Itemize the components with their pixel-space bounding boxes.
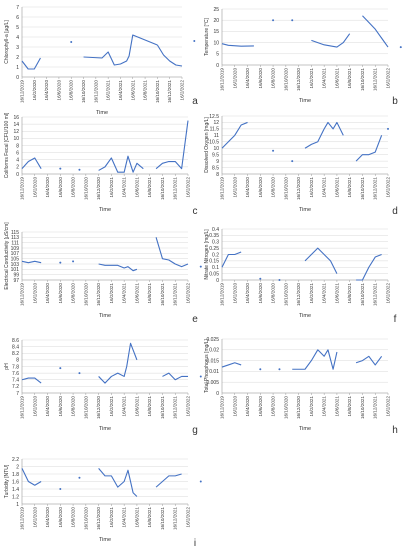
data-point <box>59 262 61 264</box>
y-tick-label: 12.5 <box>209 113 219 120</box>
y-tick-label: 1.4 <box>12 486 19 493</box>
x-axis-title: Time <box>298 313 312 319</box>
x-tick-label: 16/12/2019 <box>219 177 225 200</box>
data-point <box>278 368 280 370</box>
x-tick-label: 16/4/2021 <box>321 68 327 89</box>
x-tick-label: 16/12/2020 <box>96 396 102 419</box>
x-tick-label: 16/6/2020 <box>257 68 263 89</box>
panel-letter: a <box>192 96 198 107</box>
x-tick-label: 16/2/2022 <box>185 177 191 198</box>
x-tick-label: 16/4/2021 <box>321 283 327 304</box>
y-tick-label: 2 <box>16 164 19 171</box>
x-tick-label: 16/4/2021 <box>121 283 127 304</box>
x-tick-label: 16/2/2021 <box>308 177 314 198</box>
y-tick-label: 8 <box>216 171 219 178</box>
x-tick-label: 16/6/2021 <box>134 507 140 528</box>
data-point <box>200 481 202 483</box>
y-tick-label: 115 <box>11 229 19 236</box>
x-tick-label: 16/4/2021 <box>121 177 127 198</box>
y-tick-label: 0 <box>216 277 219 284</box>
x-tick-label: 16/6/2021 <box>334 68 340 89</box>
x-axis-title: Time <box>98 426 112 432</box>
x-tick-label: 16/2/2021 <box>308 283 314 304</box>
x-tick-label: 16/8/2020 <box>70 507 76 528</box>
x-tick-label: 16/12/2020 <box>93 80 99 103</box>
y-axis-title: Dissolved Oxygen [mg/L] <box>204 117 210 173</box>
data-point <box>59 488 61 490</box>
x-tick-label: 16/2/2022 <box>185 507 191 528</box>
x-axis-title: Time <box>298 207 312 213</box>
data-point <box>259 278 261 280</box>
y-tick-label: 97 <box>13 277 19 284</box>
y-axis-title: Electrical Conductivity [µS/cm] <box>4 222 10 290</box>
x-axis-title: Time <box>298 426 312 432</box>
y-tick-label: 8.6 <box>12 337 19 344</box>
x-tick-label: 16/10/2020 <box>283 283 289 306</box>
panel-letter: h <box>392 425 398 436</box>
x-tick-label: 16/8/2021 <box>347 177 353 198</box>
series-line-segment <box>22 378 41 383</box>
y-tick-label: 9 <box>216 158 219 165</box>
x-tick-label: 16/2/2022 <box>385 396 391 417</box>
data-point <box>291 19 293 21</box>
data-point <box>193 40 195 42</box>
y-tick-label: 4 <box>16 157 19 164</box>
chart-panel-b <box>204 7 402 107</box>
x-tick-label: 16/8/2021 <box>147 283 153 304</box>
x-tick-label: 16/12/2020 <box>96 283 102 306</box>
y-tick-label: 7.4 <box>12 377 19 384</box>
x-tick-label: 16/2/2020 <box>232 177 238 198</box>
series-line-segment <box>222 363 241 367</box>
y-tick-label: 7 <box>16 390 19 397</box>
y-tick-label: 8.5 <box>212 165 219 172</box>
x-tick-label: 16/4/2020 <box>245 396 251 417</box>
y-tick-label: 0.3 <box>212 239 219 246</box>
chart-panel-c <box>4 112 198 217</box>
x-tick-label: 16/8/2021 <box>347 68 353 89</box>
x-tick-label: 16/10/2021 <box>159 177 165 200</box>
y-tick-label: 0 <box>216 390 219 397</box>
series-line-segment <box>22 58 40 69</box>
y-tick-label: 7.2 <box>12 384 19 391</box>
x-tick-label: 16/10/2020 <box>283 396 289 419</box>
x-tick-label: 16/12/2020 <box>296 177 302 200</box>
x-tick-label: 16/4/2021 <box>321 177 327 198</box>
y-tick-label: 2 <box>16 54 19 61</box>
x-tick-label: 16/8/2021 <box>147 396 153 417</box>
x-tick-label: 16/4/2021 <box>121 507 127 528</box>
x-tick-label: 16/12/2021 <box>172 396 178 419</box>
series-line-segment <box>222 44 254 46</box>
panel-letter: c <box>192 206 198 217</box>
x-tick-label: 16/2/2022 <box>179 80 185 101</box>
x-tick-label: 16/2/2020 <box>232 68 238 89</box>
y-tick-label: 8.2 <box>12 351 19 358</box>
x-tick-label: 16/6/2020 <box>57 507 63 528</box>
x-tick-label: 16/12/2021 <box>372 177 378 200</box>
y-axis-title: Temperature [°C] <box>204 18 210 56</box>
y-tick-label: 6 <box>16 150 19 157</box>
x-axis-title: Time <box>98 537 112 543</box>
x-tick-label: 16/8/2021 <box>347 396 353 417</box>
series-line-segment <box>84 35 158 65</box>
chart-panel-g <box>4 338 202 436</box>
data-point <box>278 279 280 281</box>
series-line-segment <box>156 121 188 169</box>
data-point <box>400 46 402 48</box>
y-axis-title: pH <box>4 363 10 370</box>
chart-panel-a <box>4 5 198 116</box>
x-tick-label: 16/10/2021 <box>359 396 365 419</box>
x-tick-label: 16/6/2021 <box>134 283 140 304</box>
x-tick-label: 16/12/2019 <box>19 80 25 103</box>
x-tick-label: 16/6/2020 <box>57 396 63 417</box>
x-tick-label: 16/12/2020 <box>96 177 102 200</box>
x-tick-label: 16/6/2020 <box>257 177 263 198</box>
series-line-segment <box>99 264 137 271</box>
x-tick-label: 16/6/2021 <box>134 177 140 198</box>
x-tick-label: 16/4/2020 <box>45 396 51 417</box>
y-tick-label: 0.1 <box>212 265 219 272</box>
y-tick-label: 1.2 <box>12 494 19 501</box>
y-tick-label: 113 <box>11 235 19 242</box>
x-tick-label: 16/12/2021 <box>172 507 178 530</box>
x-tick-label: 16/10/2020 <box>83 507 89 530</box>
y-tick-label: 12 <box>13 129 19 136</box>
chart-panel-e <box>4 222 202 325</box>
y-tick-label: 107 <box>10 251 19 258</box>
panel-letter: i <box>193 538 197 549</box>
x-tick-label: 16/10/2021 <box>154 80 160 103</box>
y-tick-label: 20 <box>213 18 219 24</box>
y-axis-title: Nitrate Nitrogen [mg/L] <box>204 229 210 280</box>
x-tick-label: 16/2/2020 <box>232 396 238 417</box>
panel-letter: d <box>392 206 398 217</box>
x-tick-label: 16/4/2020 <box>45 283 51 304</box>
y-tick-label: 1.8 <box>12 471 19 478</box>
x-tick-label: 16/8/2021 <box>147 177 153 198</box>
data-point <box>259 368 261 370</box>
y-tick-label: 99 <box>13 272 19 279</box>
x-tick-label: 16/12/2019 <box>219 283 225 306</box>
x-tick-label: 16/2/2021 <box>108 283 114 304</box>
y-tick-label: 4 <box>16 34 19 41</box>
x-tick-label: 16/2/2021 <box>108 396 114 417</box>
y-tick-label: 109 <box>10 245 19 252</box>
chart-panel-i <box>4 457 202 549</box>
chart-panel-h <box>204 337 398 436</box>
x-tick-label: 16/6/2021 <box>134 396 140 417</box>
y-tick-label: 0.15 <box>209 258 219 265</box>
chart-panel-f <box>204 227 397 325</box>
x-tick-label: 16/12/2019 <box>19 177 25 200</box>
x-tick-label: 16/12/2019 <box>219 68 225 91</box>
x-tick-label: 16/12/2019 <box>219 396 225 419</box>
x-tick-label: 16/4/2021 <box>121 396 127 417</box>
y-tick-label: 0.025 <box>206 336 219 343</box>
x-tick-label: 16/12/2019 <box>19 396 25 419</box>
y-tick-label: 9.5 <box>212 152 219 159</box>
x-tick-label: 16/4/2020 <box>245 176 251 198</box>
x-tick-label: 16/8/2020 <box>70 283 76 304</box>
y-tick-label: 7 <box>16 4 19 11</box>
x-tick-label: 16/2/2020 <box>32 177 38 198</box>
y-tick-label: 16 <box>13 114 19 121</box>
y-tick-label: 5 <box>216 51 219 58</box>
x-tick-label: 16/6/2021 <box>334 283 340 304</box>
y-axis-title: Total Phosphorus [mg/L] <box>204 339 210 393</box>
x-tick-label: 16/12/2019 <box>19 283 25 306</box>
x-tick-label: 16/2/2020 <box>31 80 37 101</box>
series-line-segment <box>22 261 41 262</box>
y-tick-label: 0.02 <box>209 347 219 354</box>
series-line-segment <box>311 34 349 47</box>
x-tick-label: 16/10/2021 <box>359 68 365 91</box>
series-line-segment <box>222 252 241 267</box>
x-tick-label: 16/2/2020 <box>32 507 38 528</box>
y-tick-label: 12 <box>213 120 219 127</box>
data-point <box>200 266 202 268</box>
x-tick-label: 16/10/2020 <box>283 68 289 91</box>
panel-letter: f <box>393 314 397 325</box>
y-tick-label: 0.015 <box>206 358 219 365</box>
series-line-segment <box>22 468 41 485</box>
y-tick-label: 1.6 <box>12 479 19 486</box>
x-tick-label: 16/2/2022 <box>385 68 391 89</box>
x-tick-label: 16/2/2021 <box>105 79 111 101</box>
x-tick-label: 16/6/2020 <box>57 283 63 304</box>
x-axis-title: Time <box>298 98 312 104</box>
y-tick-label: 8 <box>16 143 19 150</box>
chart-panel-d <box>204 114 398 217</box>
y-tick-label: 101 <box>10 267 19 274</box>
x-tick-label: 16/4/2021 <box>321 396 327 417</box>
y-tick-label: 10.5 <box>209 139 219 146</box>
x-tick-label: 16/10/2020 <box>81 80 87 103</box>
y-tick-label: 0 <box>16 171 19 178</box>
x-tick-label: 16/12/2021 <box>372 283 378 306</box>
x-tick-label: 16/8/2020 <box>270 68 276 89</box>
y-tick-label: 5 <box>16 24 19 31</box>
y-tick-label: 8.4 <box>12 344 19 351</box>
x-tick-label: 16/6/2020 <box>56 80 62 101</box>
y-tick-label: 2 <box>16 464 19 471</box>
panel-letter: b <box>392 96 398 107</box>
x-tick-label: 16/2/2020 <box>232 283 238 304</box>
x-tick-label: 16/12/2021 <box>372 68 378 91</box>
y-tick-label: 105 <box>10 256 19 263</box>
x-tick-label: 16/12/2021 <box>372 396 378 419</box>
x-tick-label: 16/10/2021 <box>159 396 165 419</box>
y-tick-label: 10 <box>13 136 19 143</box>
x-tick-label: 16/8/2021 <box>347 283 353 304</box>
y-tick-label: 7.6 <box>12 370 19 377</box>
y-tick-label: 0.2 <box>212 252 219 259</box>
y-tick-label: 0.01 <box>209 369 219 376</box>
x-tick-label: 16/8/2020 <box>70 177 76 198</box>
x-tick-label: 16/6/2020 <box>257 283 263 304</box>
x-tick-label: 16/12/2019 <box>19 507 25 530</box>
y-axis-title: Chlorophyll-a [µg/L] <box>4 20 10 64</box>
data-point <box>72 260 74 262</box>
data-point <box>78 169 80 171</box>
x-tick-label: 16/12/2021 <box>172 283 178 306</box>
x-tick-label: 16/10/2021 <box>159 507 165 530</box>
data-point <box>59 168 61 170</box>
x-tick-label: 16/6/2020 <box>257 396 263 417</box>
data-point <box>387 128 389 130</box>
series-line-segment <box>156 237 188 266</box>
x-axis-title: Time <box>98 313 112 319</box>
x-tick-label: 16/12/2020 <box>296 68 302 91</box>
x-tick-label: 16/10/2020 <box>83 283 89 306</box>
y-tick-label: 0 <box>16 74 19 81</box>
y-tick-label: 25 <box>213 6 219 13</box>
data-point <box>78 372 80 374</box>
data-point <box>291 160 293 162</box>
y-tick-label: 8 <box>16 357 19 364</box>
x-tick-label: 16/12/2021 <box>172 177 178 200</box>
x-tick-label: 16/8/2020 <box>270 177 276 198</box>
data-point <box>272 150 274 152</box>
x-tick-label: 16/12/2020 <box>96 507 102 530</box>
y-tick-label: 11.5 <box>209 126 219 133</box>
x-axis-title: Time <box>98 207 112 213</box>
x-tick-label: 16/2/2022 <box>385 177 391 198</box>
x-tick-label: 16/12/2021 <box>167 80 173 103</box>
x-tick-label: 16/6/2021 <box>334 177 340 198</box>
y-tick-label: 0.35 <box>209 233 219 240</box>
series-line-segment <box>99 468 137 496</box>
panel-letter: g <box>192 425 198 436</box>
y-tick-label: 7.8 <box>12 364 19 371</box>
x-tick-label: 16/10/2021 <box>359 177 365 200</box>
data-point <box>70 41 72 43</box>
series-line-segment <box>292 350 337 369</box>
y-tick-label: 10 <box>213 146 219 153</box>
series-line-segment <box>162 373 188 380</box>
x-tick-label: 16/4/2020 <box>245 67 251 89</box>
y-tick-label: 0.4 <box>212 226 219 233</box>
x-tick-label: 16/6/2021 <box>334 396 340 417</box>
x-tick-label: 16/2/2021 <box>108 177 114 198</box>
x-tick-label: 16/10/2020 <box>83 396 89 419</box>
series-line-segment <box>99 156 144 172</box>
x-tick-label: 16/10/2020 <box>83 177 89 200</box>
x-tick-label: 16/2/2021 <box>308 396 314 417</box>
series-line-segment <box>99 343 137 383</box>
x-tick-label: 16/2/2021 <box>108 507 114 528</box>
y-tick-label: 0.005 <box>206 380 219 386</box>
x-tick-label: 16/10/2020 <box>283 177 289 200</box>
data-point <box>78 477 80 479</box>
x-tick-label: 16/8/2020 <box>70 396 76 417</box>
panel-letter: e <box>192 314 198 325</box>
y-tick-label: 0.25 <box>209 245 219 252</box>
x-tick-label: 16/4/2020 <box>45 507 51 528</box>
x-tick-label: 16/12/2020 <box>296 396 302 419</box>
x-axis-title: Time <box>95 110 109 116</box>
x-tick-label: 16/8/2020 <box>270 396 276 417</box>
y-tick-label: 1 <box>16 501 19 508</box>
y-tick-label: 15 <box>213 29 219 36</box>
series-line-segment <box>156 474 182 487</box>
data-point <box>272 19 274 21</box>
y-tick-label: 0.05 <box>209 271 219 278</box>
y-axis-title: Coliforms Fecal [CFU/100 ml] <box>4 112 10 179</box>
y-tick-label: 14 <box>13 121 19 128</box>
data-point <box>200 375 202 377</box>
y-tick-label: 10 <box>213 40 219 47</box>
y-tick-label: 103 <box>10 261 19 268</box>
y-axis-title: Turbidity [NTU] <box>4 464 10 499</box>
y-tick-label: 0 <box>216 62 219 69</box>
x-tick-label: 16/6/2021 <box>130 80 136 101</box>
x-tick-label: 16/2/2022 <box>385 283 391 304</box>
x-tick-label: 16/8/2021 <box>142 80 148 101</box>
x-tick-label: 16/2/2022 <box>185 283 191 304</box>
x-tick-label: 16/2/2021 <box>308 68 314 89</box>
y-tick-label: 6 <box>16 14 19 21</box>
x-tick-label: 16/2/2022 <box>185 396 191 417</box>
x-tick-label: 16/6/2020 <box>57 177 63 198</box>
y-tick-label: 2.2 <box>12 456 19 463</box>
x-tick-label: 16/12/2020 <box>296 283 302 306</box>
x-tick-label: 16/8/2020 <box>270 283 276 304</box>
x-tick-label: 16/4/2021 <box>117 80 123 101</box>
x-tick-label: 16/2/2020 <box>32 396 38 417</box>
x-tick-label: 16/10/2021 <box>359 283 365 306</box>
x-tick-label: 16/4/2020 <box>245 283 251 304</box>
y-tick-label: 1 <box>16 64 19 71</box>
x-tick-label: 16/10/2021 <box>159 283 165 306</box>
x-tick-label: 16/8/2021 <box>147 507 153 528</box>
x-tick-label: 16/4/2020 <box>44 80 50 101</box>
y-tick-label: 111 <box>11 240 19 247</box>
data-point <box>59 367 61 369</box>
series-line-segment <box>157 45 182 66</box>
y-tick-label: 11 <box>213 133 219 140</box>
x-tick-label: 16/4/2020 <box>45 177 51 198</box>
x-tick-label: 16/2/2020 <box>32 283 38 304</box>
y-tick-label: 3 <box>16 44 19 51</box>
x-tick-label: 16/8/2020 <box>68 80 74 101</box>
